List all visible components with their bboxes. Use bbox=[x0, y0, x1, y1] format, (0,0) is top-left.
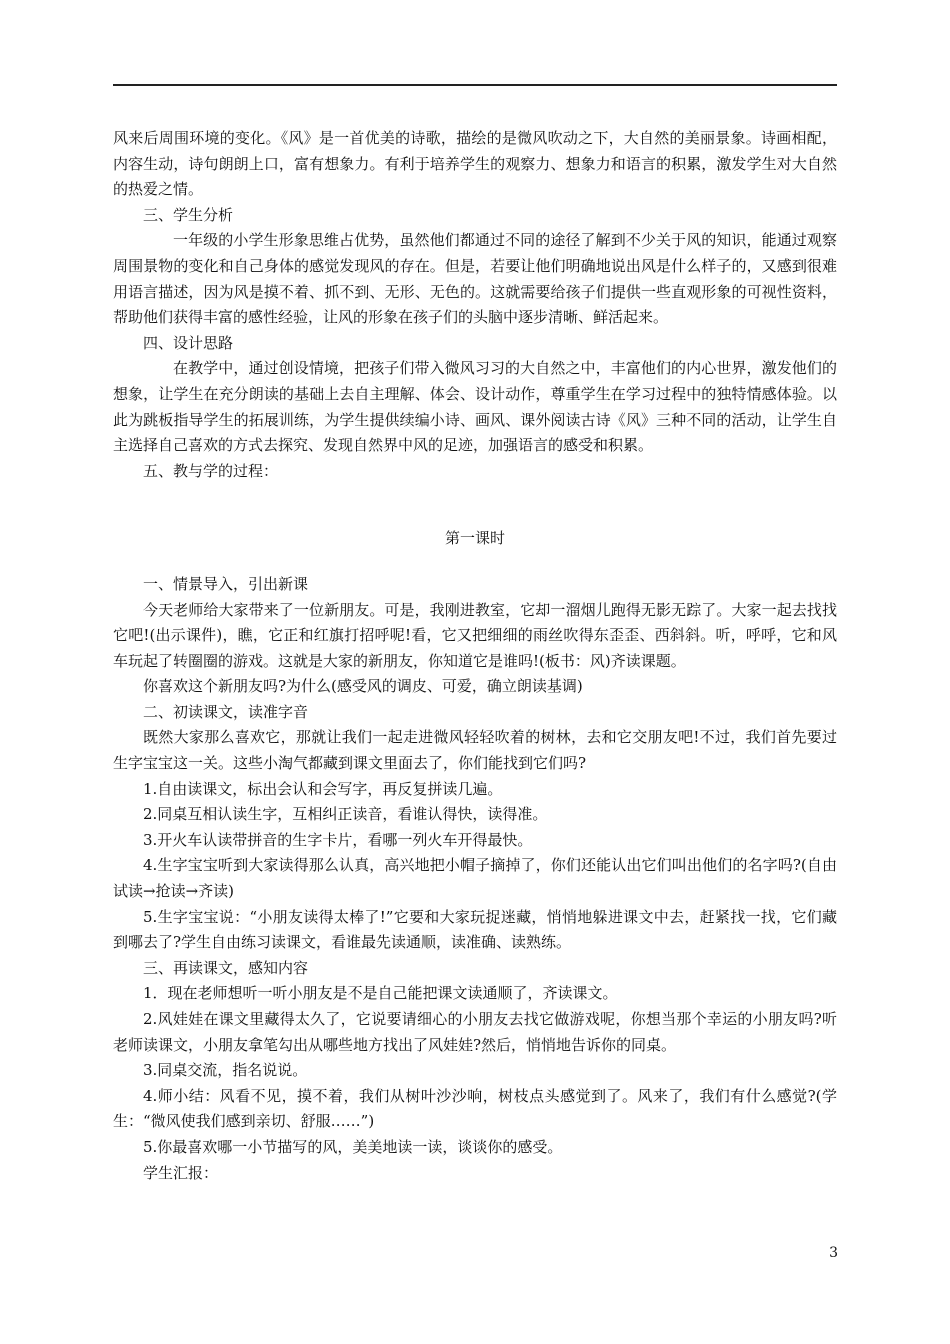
page-number: 3 bbox=[829, 1245, 838, 1261]
section-heading-second-reading: 三、再读课文，感知内容 bbox=[143, 958, 309, 977]
spacer bbox=[113, 484, 837, 526]
list-item: 3.开火车认读带拼音的生字卡片，看哪一列火车开得最快。 bbox=[143, 830, 533, 849]
list-item: 2.风娃娃在课文里藏得太久了，它说要请细心的小朋友去找它做游戏呢，你想当那个幸运的小朋友吗?听老师读课文，小朋友拿笔勾出从哪些地方找出了风娃娃?然后，悄悄地告诉你的同桌。 bbox=[113, 1010, 837, 1054]
spacer bbox=[113, 552, 837, 572]
list-item: 2.同桌互相认读生字，互相纠正读音，看谁认得快，读得准。 bbox=[143, 805, 548, 824]
section-heading-design: 四、设计思路 bbox=[143, 333, 234, 352]
document-body bbox=[113, 126, 837, 1186]
list-item: 1.自由读课文，标出会认和会写字，再反复拼读几遍。 bbox=[143, 779, 503, 798]
list-item: 4.生字宝宝听到大家读得那么认真，高兴地把小帽子摘掉了，你们还能认出它们叫出他们的名字吗?(自由试读→抢读→齐读) bbox=[113, 856, 837, 901]
list-item: 5.你最喜欢哪一小节描写的风，美美地读一读，谈谈你的感受。 bbox=[143, 1137, 563, 1156]
section-heading-process: 五、教与学的过程： bbox=[143, 461, 279, 480]
paragraph-intro: 风来后周围环境的变化。《风》是一首优美的诗歌，描绘的是微风吹动之下，大自然的美丽景象。诗画相配，内容生动，诗句朗朗上口，富有想象力。有利于培养学生的观察力、想象力和语言的积累，激发学生对大自然的热爱之情。 bbox=[113, 129, 837, 199]
section-heading-student-analysis: 三、学生分析 bbox=[143, 205, 234, 224]
paragraph-intro-story: 今天老师给大家带来了一位新朋友。可是，我刚进教室，它却一溜烟儿跑得无影无踪了。大家一起去找找它吧!(出示课件)，瞧，它正和红旗打招呼呢!看，它又把细细的雨丝吹得东歪歪、西斜斜。听，呼呼，它和风车玩起了转圈圈的游戏。这就是大家的新朋友，你知道它是谁吗!(板书：风)齐读课题。 bbox=[113, 600, 837, 670]
paragraph-question: 你喜欢这个新朋友吗?为什么(感受风的调皮、可爱，确立朗读基调) bbox=[143, 677, 583, 696]
list-item: 4.师小结：风看不见，摸不着，我们从树叶沙沙响，树枝点头感觉到了。风来了，我们有什么感觉?(学生：“微风使我们感到亲切、舒服……”) bbox=[113, 1086, 837, 1131]
paragraph-design: 在教学中，通过创设情境，把孩子们带入微风习习的大自然之中，丰富他们的内心世界，激发他们的想象，让学生在充分朗读的基础上去自主理解、体会、设计动作，尊重学生在学习过程中的独特情感体验。以此为跳板指导学生的拓展训练，为学生提供续编小诗、画风、课外阅读古诗《风》三种不同的活动，让学生自主选择自己喜欢的方式去探究、发现自然界中风的足迹，加强语言的感受和积累。 bbox=[113, 359, 837, 455]
section-heading-first-reading: 二、初读课文，读准字音 bbox=[143, 702, 309, 721]
header-rule bbox=[113, 84, 837, 86]
section-heading-intro: 一、情景导入，引出新课 bbox=[143, 574, 309, 593]
paragraph-student-analysis: 一年级的小学生形象思维占优势，虽然他们都通过不同的途径了解到不少关于风的知识，能通过观察周围景物的变化和自己身体的感觉发现风的存在。但是，若要让他们明确地说出风是什么样子的，又感到很难用语言描述，因为风是摸不着、抓不到、无形、无色的。这就需要给孩子们提供一些直观形象的可视性资料，帮助他们获得丰富的感性经验，让风的形象在孩子们的头脑中逐步清晰、鲜活起来。 bbox=[113, 231, 837, 327]
paragraph-student-report: 学生汇报： bbox=[143, 1163, 219, 1182]
list-item: 3.同桌交流，指名说说。 bbox=[143, 1061, 308, 1080]
list-item: 5.生字宝宝说：“小朋友读得太棒了!”它要和大家玩捉迷藏，悄悄地躲进课文中去，赶紧找一找，它们藏到哪去了?学生自由练习读课文，看谁最先读通顺，读准确、读熟练。 bbox=[113, 907, 837, 952]
paragraph-first-reading: 既然大家那么喜欢它，那就让我们一起走进微风轻轻吹着的树林，去和它交朋友吧!不过，我们首先要过生字宝宝这一关。这些小淘气都藏到课文里面去了，你们能找到它们吗? bbox=[113, 728, 837, 773]
lesson-title: 第一课时 bbox=[444, 529, 505, 548]
list-item: 1．现在老师想听一听小朋友是不是自己能把课文读通顺了，齐读课文。 bbox=[143, 984, 618, 1003]
